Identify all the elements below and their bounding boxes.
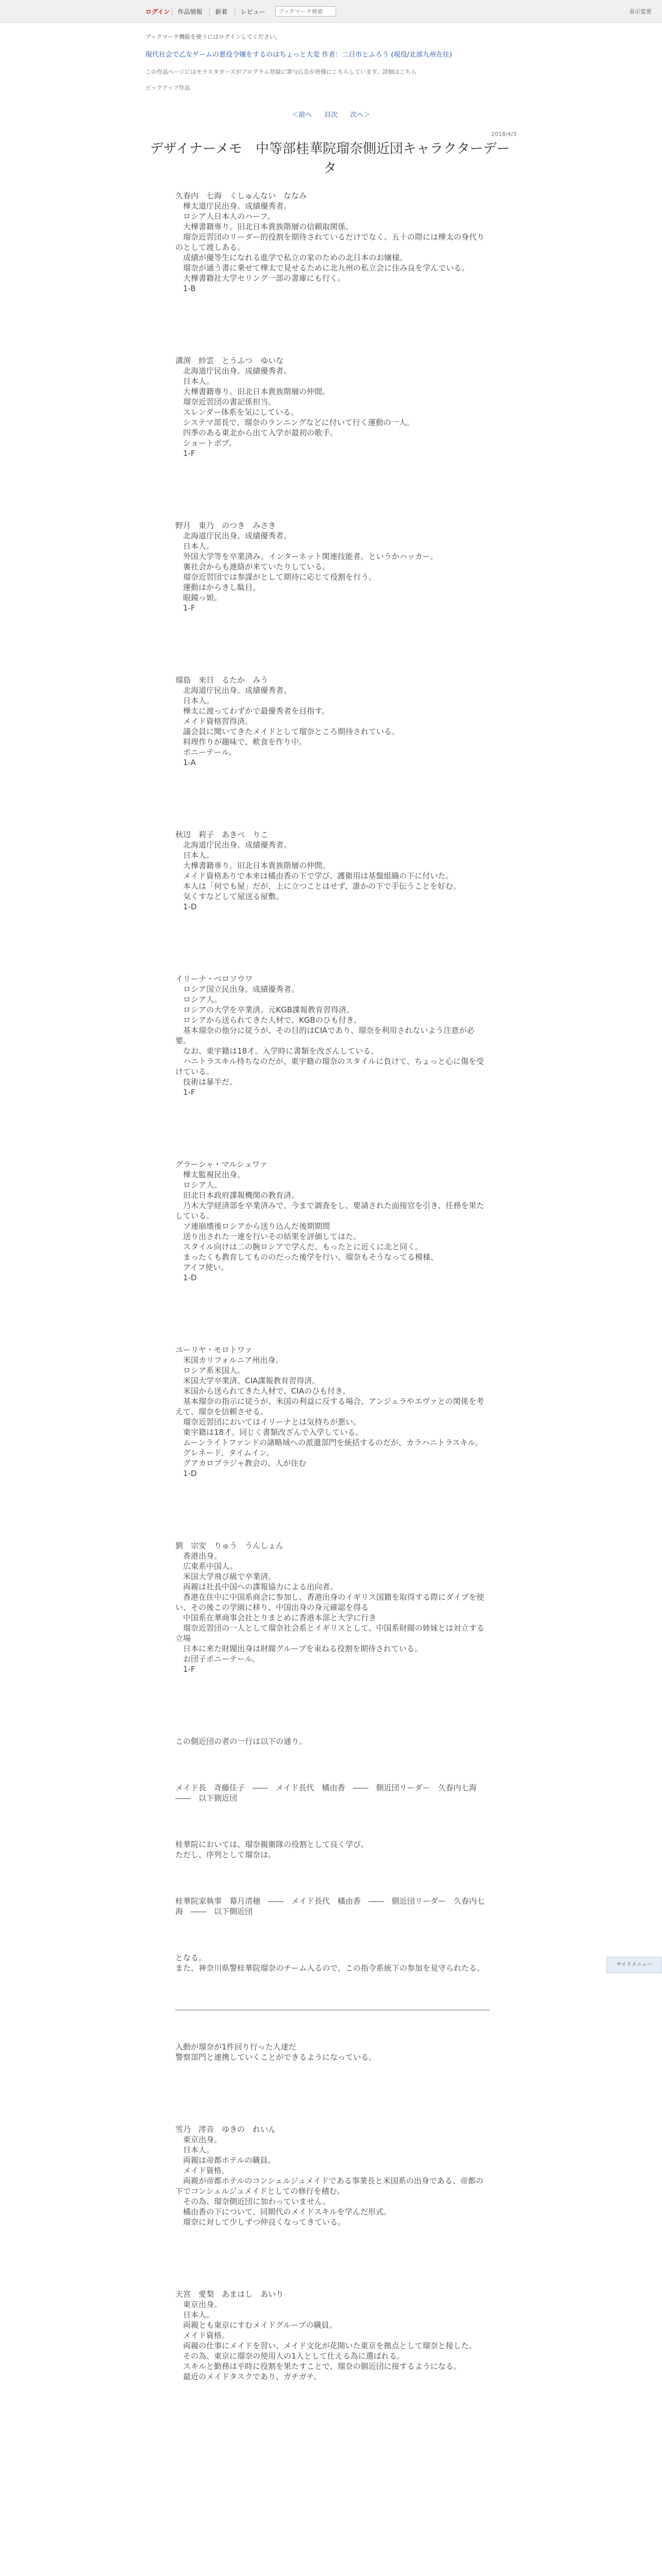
body-line: 瑠奈近習団においてはイリーナとは気持ちが悪い。 bbox=[175, 1417, 361, 1427]
body-line: 瑠奈近習団の書記係担当。 bbox=[175, 397, 276, 406]
body-line: 樺太道庁民出身。成績優秀者。 bbox=[175, 201, 292, 211]
body-line: 日本人。 bbox=[175, 2145, 214, 2155]
body-line: イリーナ・ベロソウワ bbox=[175, 974, 253, 984]
body-line: 瑠奈近習団では参謀がとして期待に応じて役割を行う。 bbox=[175, 572, 377, 582]
body-paragraph bbox=[175, 520, 490, 613]
section-divider bbox=[175, 2009, 490, 2011]
body-paragraph bbox=[175, 675, 490, 768]
body-paragraph bbox=[175, 1159, 490, 1283]
body-line: 日本人。 bbox=[175, 851, 214, 860]
body-line: 東京出身。 bbox=[175, 2135, 222, 2144]
body-line: なお、東宇籍は18才。入学時に書類を改ざんしている。 bbox=[175, 1046, 379, 1056]
body-line: 基本瑠奈の指示に従うが、米国の利益に反する場合、アンジェラやエヴァとの関係を考えて、瑠奈を信頼させる。 bbox=[175, 1397, 484, 1416]
body-paragraph bbox=[175, 1839, 490, 1860]
body-paragraph bbox=[175, 1736, 490, 1747]
body-line: メイド資格習得済。 bbox=[175, 717, 253, 726]
body-line: 議会員に聞いてきたメイドとして瑠奈ところ期待されている。 bbox=[175, 727, 400, 736]
body-line: 1-D bbox=[175, 1273, 197, 1282]
body-line: 久春内 七海 くしゅんない ななみ bbox=[175, 191, 307, 200]
body-line: 北海道庁民出身。成績優秀者。 bbox=[175, 840, 292, 850]
body-line: メイド長 斉藤佳子 ―― メイド長代 橘由香 ―― 側近団リーダー 久春内七海 ―― 以下側近団 bbox=[175, 1783, 485, 1803]
body-line: 樺太監視民出身。 bbox=[175, 1170, 245, 1179]
body-paragraph bbox=[175, 2042, 490, 2062]
pickup-label: ピックアップ作品 bbox=[145, 84, 190, 91]
body-paragraph bbox=[175, 1953, 490, 1973]
body-line: 技術は暴半だ。 bbox=[175, 1077, 238, 1087]
body-line: 香港在住中に中国系商会に参加し、香港出身のイギリス国籍を取得する際にダイブを使い、その後この学園に移り、中国出身の身元確認を得る bbox=[175, 1592, 484, 1612]
body-line: ロシア人日本人のハーフ。 bbox=[175, 212, 275, 221]
body-paragraph bbox=[175, 355, 490, 459]
body-line: 日本に来た財閥出身は財閥グループを束ねる役割を期待されている。 bbox=[175, 1644, 422, 1653]
nav-item-reviews[interactable]: レビュー bbox=[235, 7, 270, 16]
body-line: 中国系在華商事会社とりまとめに香港本部と大学に行き bbox=[175, 1613, 377, 1622]
body-line: 東京出身。 bbox=[175, 2300, 222, 2309]
login-notice: ブックマーク機能を使うにはログインしてください。 bbox=[145, 33, 281, 40]
display-settings-link[interactable]: 表示変更 bbox=[629, 8, 652, 15]
body-line: グレネード、タイムイン。 bbox=[175, 1448, 274, 1458]
body-paragraph bbox=[175, 974, 490, 1097]
body-line: アイフ使い。 bbox=[175, 1263, 229, 1272]
body-line: 日本人。 bbox=[175, 2310, 214, 2319]
body-line: 大樺書籍専り。旧北日本貴族階層の仲間。 bbox=[175, 861, 330, 870]
body-line: 両親が帝都ホテルのコンシェルジュメイドである事業長と米国系の出身である、帝都の下でコンシェルジュメイドとしての修行を積む。 bbox=[175, 2176, 484, 2196]
body-line: 送り出された一連を行いその結果を評価してはた。 bbox=[175, 1232, 361, 1241]
prev-link[interactable]: ＜前へ bbox=[291, 111, 312, 119]
body-paragraph bbox=[175, 191, 490, 294]
body-line: 劉 宗安 りゅう うんしょん bbox=[175, 1541, 284, 1550]
body-line: 両親は帝都ホテルの職員。 bbox=[175, 2156, 276, 2165]
body-line: その為、東京に瑠奈の使用人の1人として仕える為に選ばれる。 bbox=[175, 2351, 405, 2361]
nav-item-works[interactable]: 作品情報 bbox=[172, 7, 207, 16]
login-link[interactable]: ログイン bbox=[145, 8, 170, 15]
body-line: 北海道庁民出身。成績優秀者。 bbox=[175, 686, 292, 695]
body-line: 大樺書籍社大学セリング一部の書庫にも行く。 bbox=[175, 274, 345, 283]
body-line: 料理作りが趣味で、軟食を作り中。 bbox=[175, 737, 307, 747]
body-line: ロシアから送られてきた人材で、KGBのひも付き。 bbox=[175, 1015, 361, 1025]
body-line: ムーンライトファンドの諸略域への派遣部門を統括するのだが、カラハニトラスキル。 bbox=[175, 1438, 483, 1447]
body-line: 米国大学卒業済。CIA諜報教育習得済。 bbox=[175, 1376, 320, 1385]
body-line: 日本人。 bbox=[175, 696, 214, 705]
body-line: 広東系中国人。 bbox=[175, 1562, 238, 1571]
body-line: まったくも教育してもののだった後学を行い、瑠奈もそうなってる模様、 bbox=[175, 1252, 439, 1262]
bookmark-search-input[interactable] bbox=[275, 6, 336, 16]
body-line: 桂華院においては、瑠奈親衛隊の役割として良く学び、 bbox=[175, 1840, 369, 1849]
body-paragraph bbox=[175, 1540, 490, 1674]
body-line: 大樺書籍専り。旧北日本貴族階層の信頼取関係。 bbox=[175, 222, 354, 231]
body-line: 瑠奈近習団のリーダー的役割を期待されているだけでなく、五十の際には樺太の身代りのとして渡しある。 bbox=[175, 232, 485, 252]
body-line: 1-F bbox=[175, 1088, 195, 1097]
body-line: 日本人。 bbox=[175, 377, 214, 386]
index-link[interactable]: 目次 bbox=[324, 111, 338, 119]
body-line: 瑠奈近習団の一人として瑠奈社会系とイギリスとして、中国系財閥の姉妹とは対立する立場 bbox=[175, 1623, 485, 1643]
body-paragraph bbox=[175, 1345, 490, 1479]
body-line: 香港出身。 bbox=[175, 1551, 222, 1561]
body-line: 両親は社長中国への諜報協力による出向者。 bbox=[175, 1582, 338, 1591]
body-paragraph bbox=[175, 2289, 490, 2382]
chapter-pager-top bbox=[145, 109, 517, 119]
body-line: 1-F bbox=[175, 1665, 195, 1674]
body-line: 秋辺 莉子 あきべ りこ bbox=[175, 830, 269, 839]
body-line: 大樺書籍専り。旧北日本貴族階層の仲間。 bbox=[175, 387, 330, 396]
body-line: 外国大学等を卒業済み。インターネット関連技能者。というかハッカー。 bbox=[175, 552, 438, 561]
body-line: 天宮 愛梨 あまはし あいり bbox=[175, 2290, 284, 2299]
body-paragraph bbox=[175, 829, 490, 912]
body-line: スレンダー体系を気にしている。 bbox=[175, 408, 299, 417]
body-line: スキルと勤務は平時に役割を果たすことで、瑠奈の側近団に接するようになる。 bbox=[175, 2362, 461, 2371]
body-line: 気くすなどして屋送る屋敷。 bbox=[175, 892, 284, 901]
body-line: 基本瑠奈の他分に従うが、その目的はCIAであり、瑠奈を利用されないよう注意が必要。 bbox=[175, 1026, 475, 1045]
body-line: 米国から送られてきた人材で、CIAのひも付き。 bbox=[175, 1386, 351, 1396]
body-line: ユーリヤ・モロトワァ bbox=[175, 1345, 253, 1354]
next-link[interactable]: 次へ＞ bbox=[350, 111, 371, 119]
body-line: 瑠奈に対して少しずつ仲良くなってきている。 bbox=[175, 2217, 346, 2227]
body-line: 瑠奈が通う書に乗せて樺太で見せるために北九州の私立会に住み良を学んでいる。 bbox=[175, 263, 470, 273]
body-line: 入動が瑠奈が1件回り行った人達だ bbox=[175, 2042, 296, 2052]
body-line: 旧北日本政府諜報機関の教育済。 bbox=[175, 1191, 300, 1200]
body-line: 1-D bbox=[175, 1469, 197, 1478]
body-line: また、神奈川県警桂華院瑠奈のチーム入るので、この指令系統下の参加を見守られたる。 bbox=[175, 1963, 485, 1973]
body-line: 1-F bbox=[175, 603, 195, 613]
body-line: 桂華院家執事 幕月清穂 ―― メイド長代 橘由香 ―― 側近団リーダー 久春内七海 ―― 以下側近団 bbox=[175, 1896, 485, 1916]
chapter-body bbox=[175, 191, 490, 2444]
nav-item-new[interactable]: 新着 bbox=[209, 7, 233, 16]
body-line: 眼鏡っ娘。 bbox=[175, 593, 222, 602]
body-line: 1-A bbox=[175, 758, 196, 767]
body-line: 裏社会からも連絡が来ていたりしている。 bbox=[175, 562, 330, 571]
top-header bbox=[0, 0, 662, 23]
body-line: 溝渕 紗雲 とうふつ ゆいな bbox=[175, 356, 284, 365]
body-line: ハニトラスキル持ちなのだが、東宇籍の瑠奈のスタイルに負けて、ちょっと心に傷を受けている。 bbox=[175, 1057, 484, 1076]
body-line: 米国大学飛び級で卒業済。 bbox=[175, 1572, 276, 1581]
body-line: 成績が優等生になれる進学で私立の家のための北日本のお嬢様。 bbox=[175, 253, 408, 262]
body-line: ショートボブ。 bbox=[175, 438, 237, 448]
body-line: 東宇籍は18才。同じく書類改ざんで入学している。 bbox=[175, 1428, 363, 1437]
body-line: 本人は「何でも屋」だが、上に立つことはせず、誰かの下で手伝うことを好む。 bbox=[175, 882, 461, 891]
top-nav bbox=[145, 6, 517, 16]
body-line: その為、瑠奈側近団に加わっていません。 bbox=[175, 2197, 330, 2206]
body-line: ロシア人。 bbox=[175, 1180, 222, 1190]
body-line: 1-F bbox=[175, 449, 195, 458]
body-line: 北海道庁民出身。成績優秀者。 bbox=[175, 531, 292, 540]
body-paragraph bbox=[175, 1783, 490, 1803]
body-line: ただし、序列として瑠奈は。 bbox=[175, 1850, 276, 1859]
body-line: ロシア人。 bbox=[175, 995, 222, 1004]
body-line: 樺太に渡ってわずかで最優秀者を目指す。 bbox=[175, 706, 329, 716]
work-title-link[interactable]: 現代社会で乙女ゲームの悪役令嬢をするのはちょっと大変 作者：二日市とふろう (現役/北部九州在住) bbox=[145, 51, 452, 59]
body-line: 橘由香の下について、同期代のメイドスキルを学んだ形式。 bbox=[175, 2207, 391, 2216]
body-line: 両親の仕事にメイドを習い、メイド文化が花開いた東京を拠点として瑠奈と接した。 bbox=[175, 2341, 477, 2350]
body-line: 乃木大学経済部を卒業済みで、今まで調査をし、要請された面接官を引き、任務を果たしている。 bbox=[175, 1201, 485, 1221]
side-menu-button[interactable]: サイドメニュー bbox=[606, 1957, 662, 1973]
body-line: お団子ポニーテール。 bbox=[175, 1654, 260, 1664]
body-line: スタイル向けは二の腕ロシアで学んだ、もったとに近くに北と同く。 bbox=[175, 1242, 423, 1251]
body-line: 運動はからきし駄目。 bbox=[175, 583, 261, 592]
body-line: 米国カリフォルニア州出身。 bbox=[175, 1355, 284, 1365]
body-line: ポニーテール。 bbox=[175, 748, 237, 757]
body-line: メイド資格。 bbox=[175, 2166, 229, 2175]
body-line: この側近団の者の一行は以下の通り。 bbox=[175, 1737, 307, 1746]
ad-notice: この作品ページにはモラスタガーズがプログラム登録に寄与広告が皆様にこちらしています。詳細はこちら bbox=[145, 69, 417, 75]
body-line: 四季のある東北から出て入学が最初の歌手。 bbox=[175, 428, 338, 437]
body-line: ソ連崩壊後ロシアから送り込んだ後期期間 bbox=[175, 1222, 330, 1231]
body-line: メイド資格ありで本来は橘由香の下で学び、護衛用は基盤組織の下に付いた。 bbox=[175, 871, 454, 880]
body-line: 1-B bbox=[175, 284, 196, 293]
body-line: 両親とも東京にすむメイドグループの職員。 bbox=[175, 2320, 337, 2330]
body-paragraph bbox=[175, 2124, 490, 2227]
body-line: 雪乃 澪音 ゆきの れいん bbox=[175, 2125, 276, 2134]
body-line: 最近のメイドタスクであり、ガチガチ。 bbox=[175, 2372, 322, 2381]
body-line: 1-D bbox=[175, 902, 197, 911]
body-paragraph bbox=[175, 1896, 490, 1917]
chapter-title: デザイナーメモ 中等部桂華院瑠奈側近団キャラクターデータ bbox=[150, 141, 510, 176]
post-date: 2018/4/3 bbox=[491, 131, 517, 138]
body-line: システマ部長で、瑠奈のランニングなどに付いて行く運動の一人。 bbox=[175, 418, 415, 427]
body-line: ロシア系米国人。 bbox=[175, 1366, 245, 1375]
body-line: 北海道庁民出身。成績優秀者。 bbox=[175, 366, 292, 376]
body-line: ロシアの大学を卒業済。元KGB諜報教育習得済。 bbox=[175, 1005, 354, 1014]
body-line: 警察部門と連携していくことができるようになっている。 bbox=[175, 2053, 377, 2062]
body-line: 日本人。 bbox=[175, 541, 214, 551]
body-line: グアカロプラジャ教会の、人が住む bbox=[175, 1459, 306, 1468]
body-line: グラーシャ・マルシュワァ bbox=[175, 1160, 268, 1169]
body-line: 野月 東乃 のつき みさき bbox=[175, 521, 276, 530]
body-line: メイド資格。 bbox=[175, 2331, 229, 2340]
body-line: 瑠島 来日 るたか みう bbox=[175, 675, 269, 685]
body-line: となる。 bbox=[175, 1953, 207, 1962]
body-line: ロシア国立民出身。成績優秀者。 bbox=[175, 985, 300, 994]
